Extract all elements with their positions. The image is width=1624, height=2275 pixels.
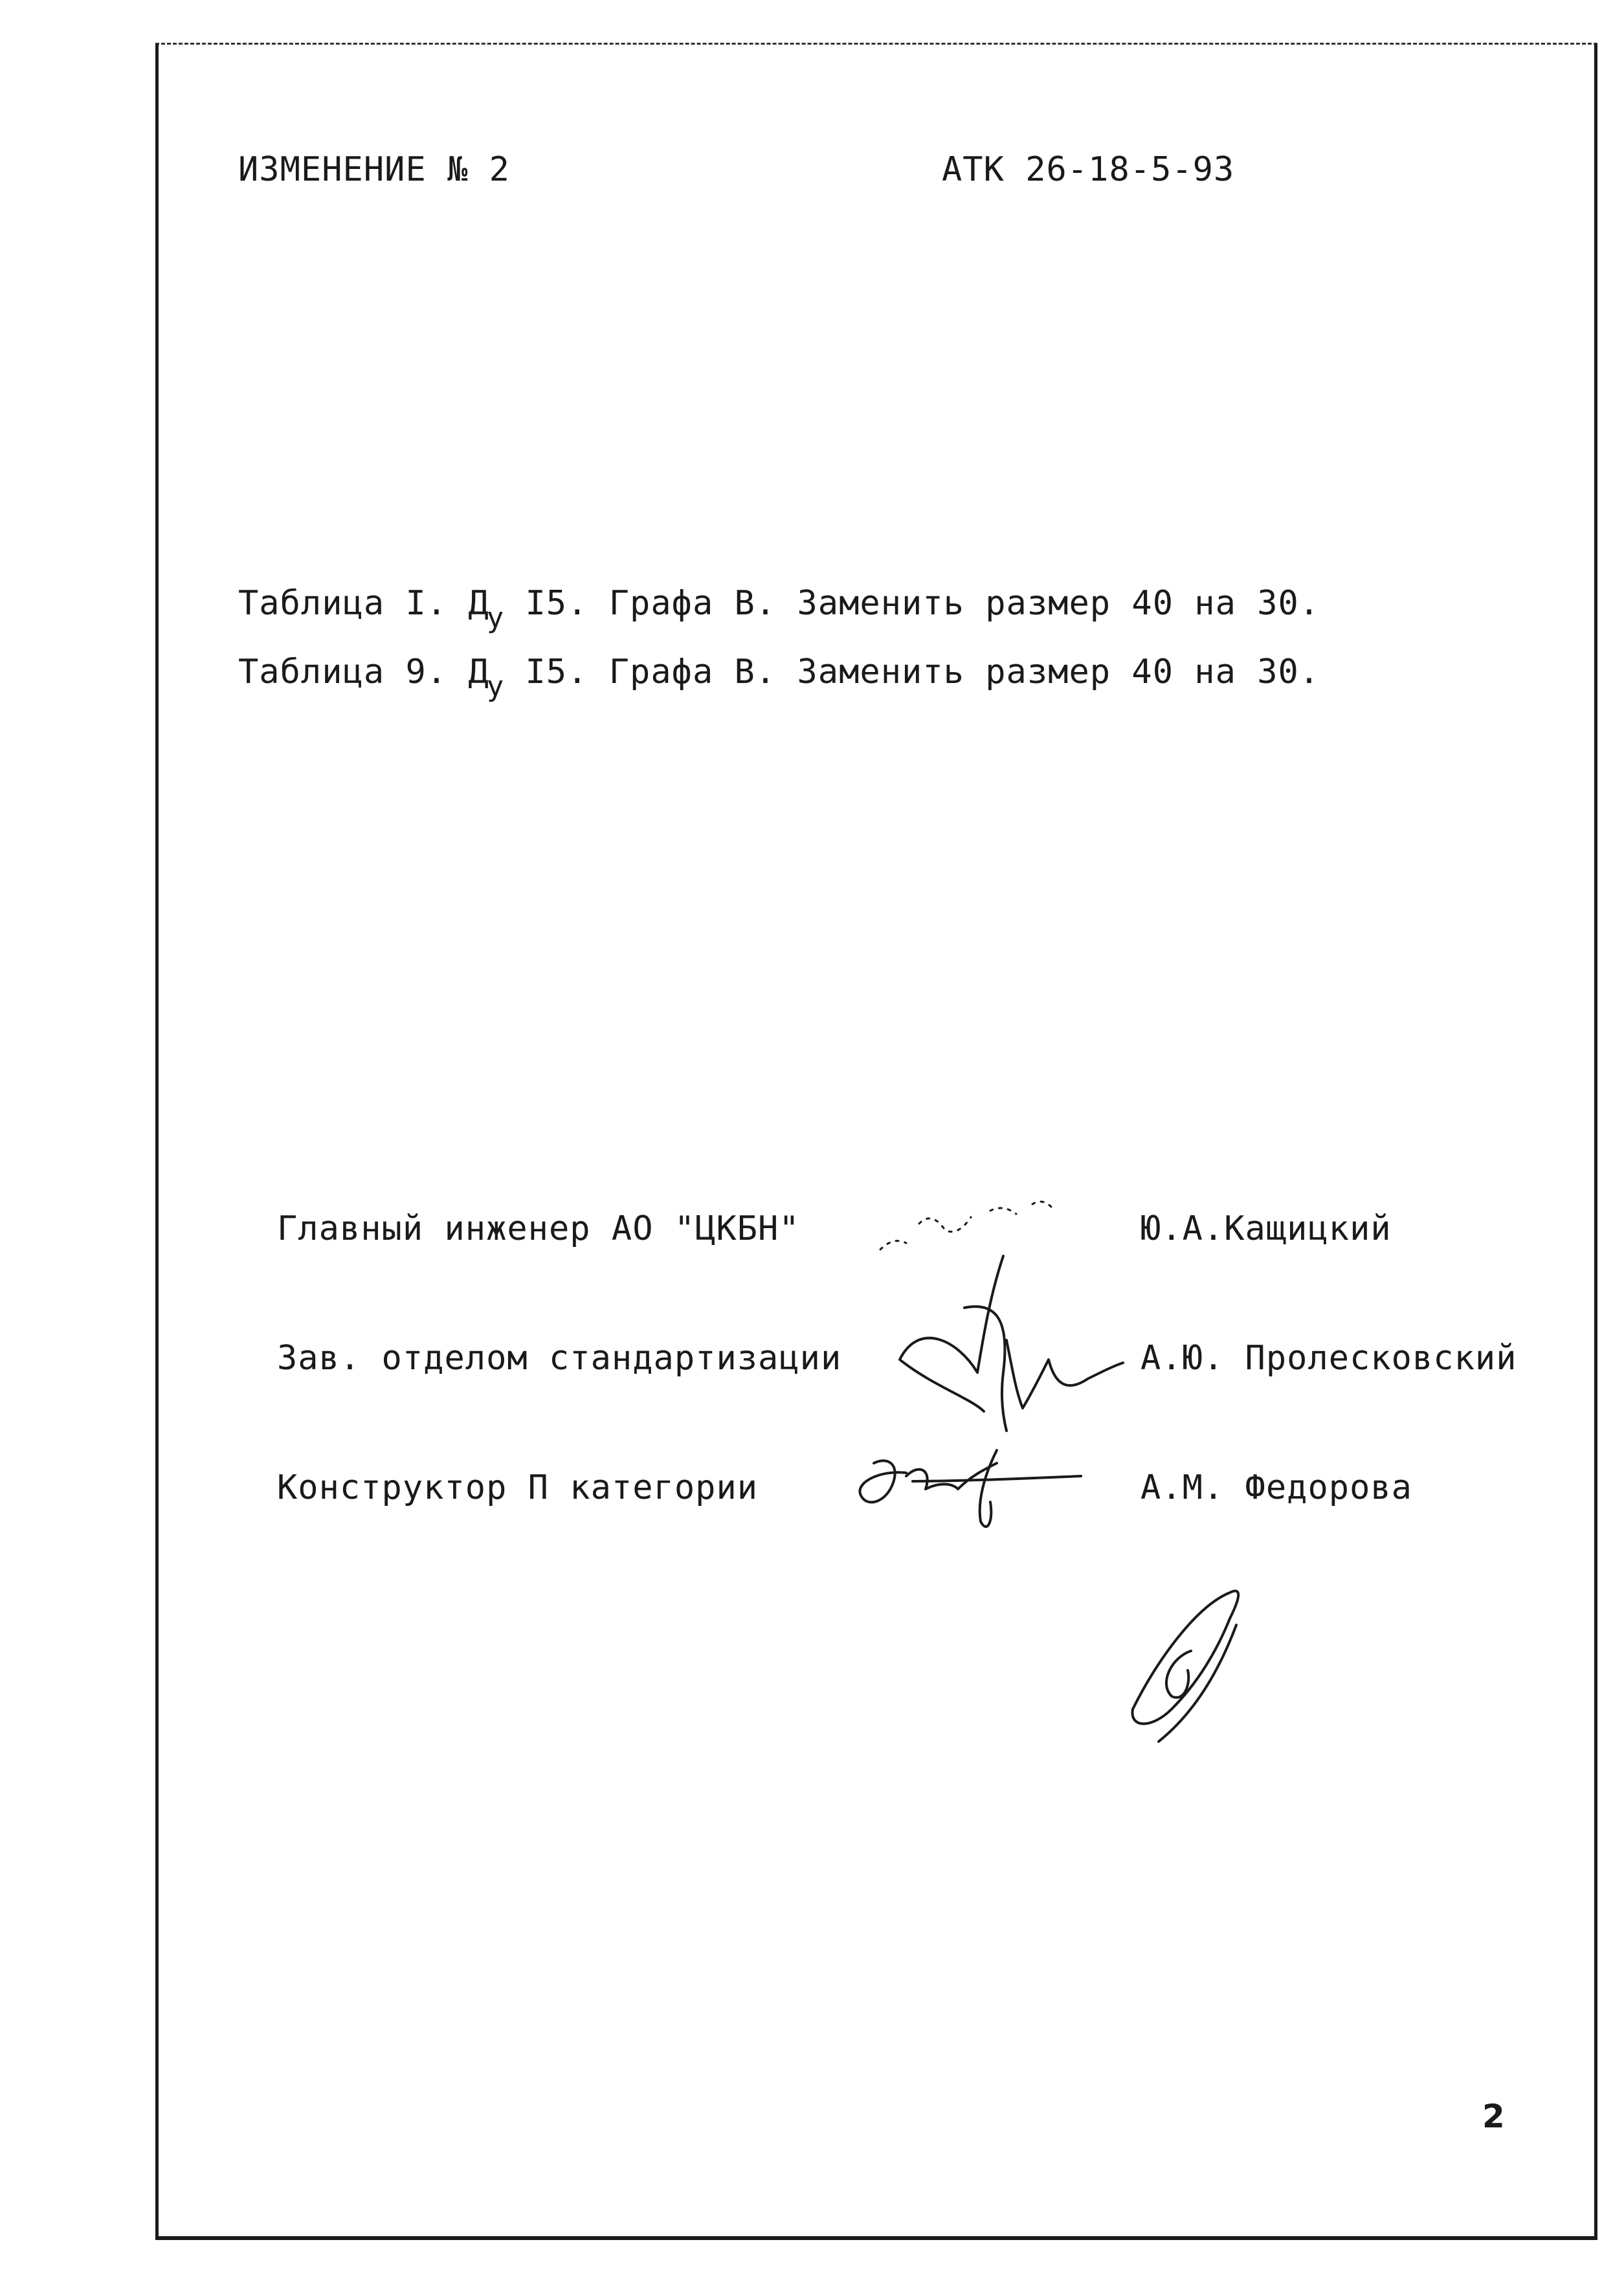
change-line-1-prefix: Таблица I. Д <box>238 584 489 623</box>
signatory-role-chief-engineer: Главный инженер АО "ЦКБН" <box>277 1209 800 1248</box>
signature-designer <box>841 1437 1087 1541</box>
change-line-1-suffix: I5. Графа В. Заменить размер 40 на 30. <box>504 584 1320 623</box>
change-number-label: ИЗМЕНЕНИЕ № 2 <box>238 150 510 189</box>
change-line-1-subscript: у <box>486 601 505 634</box>
change-line-2-subscript: у <box>486 670 505 703</box>
handwritten-mark <box>1120 1580 1249 1748</box>
signature-head-of-standardization <box>893 1243 1126 1437</box>
change-line-2-suffix: I5. Графа В. Заменить размер 40 на 30. <box>504 653 1320 691</box>
signatory-name-head-of-standardization: А.Ю. Пролесковский <box>1140 1339 1517 1378</box>
signatory-name-designer: А.М. Федорова <box>1140 1468 1412 1507</box>
signatory-name-chief-engineer: Ю.А.Кащицкий <box>1140 1209 1392 1248</box>
change-line-2-prefix: Таблица 9. Д <box>238 653 489 691</box>
document-code: АТК 26-18-5-93 <box>942 150 1235 189</box>
page-number: 2 <box>1482 2098 1505 2135</box>
change-line-1 <box>238 584 1320 634</box>
signatory-role-designer: Конструктор П категории <box>277 1468 759 1507</box>
page-frame <box>155 44 1597 2240</box>
signatory-role-head-of-standardization: Зав. отделом стандартизации <box>277 1339 842 1378</box>
change-line-2 <box>238 653 1320 703</box>
